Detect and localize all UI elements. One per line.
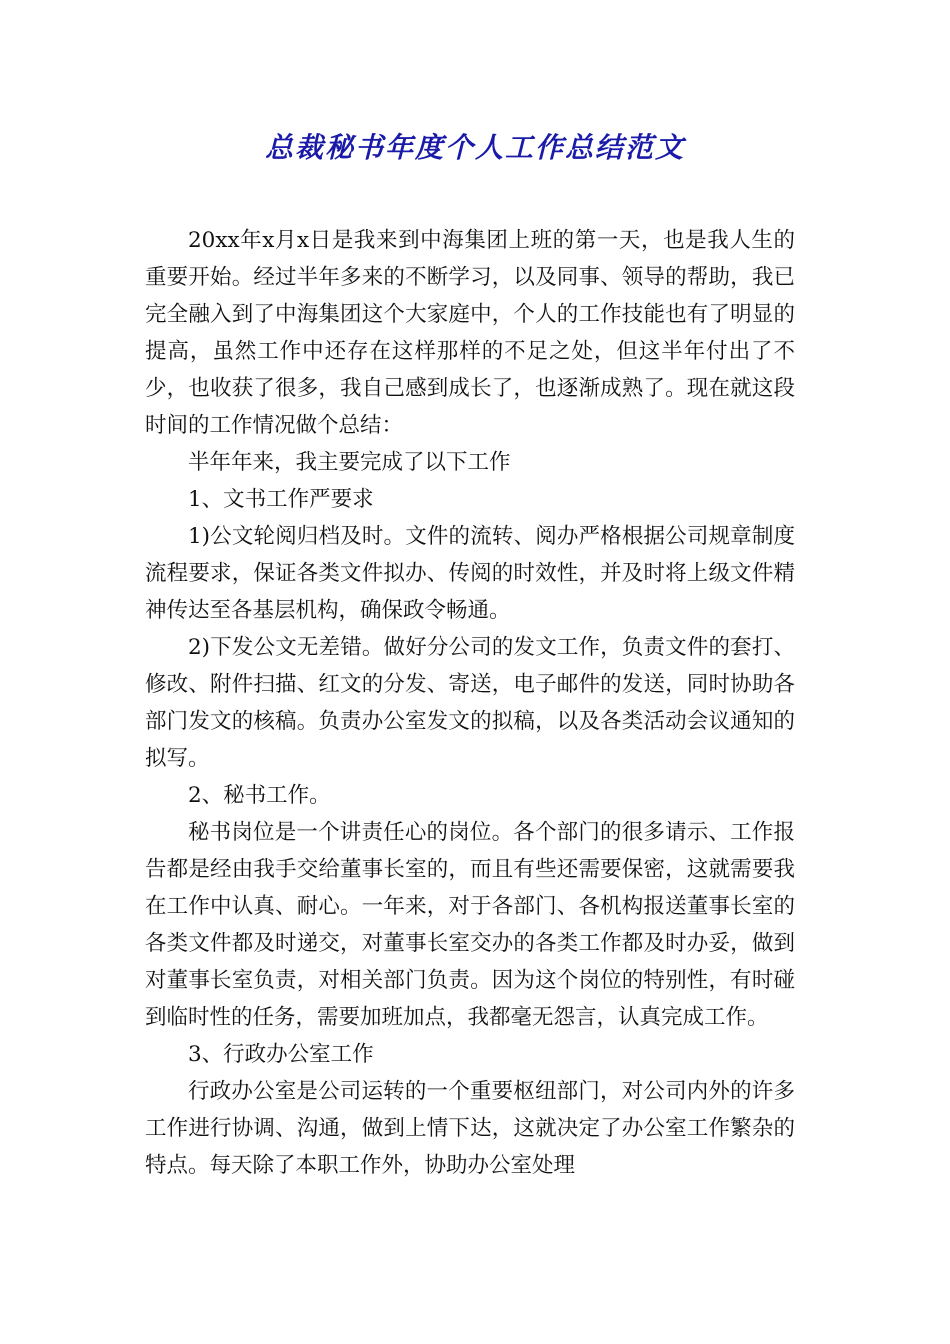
section-heading-secretary: 2、秘书工作。	[188, 783, 331, 808]
paragraph-documents-2: 2)下发公文无差错。做好分公司的发文工作，负责文件的套打、修改、附件扫描、红文的分发、寄送，电子邮件的发送，同时协助各部门发文的核稿。负责办公室发文的拟稿，以及各类活动会议通知的拟写。	[145, 635, 795, 771]
paragraph-summary-lead: 半年年来，我主要完成了以下工作	[188, 450, 511, 475]
paragraph-documents-1: 1)公文轮阅归档及时。文件的流转、阅办严格根据公司规章制度流程要求，保证各类文件拟办、传阅的时效性，并及时将上级文件精神传达至各基层机构，确保政令畅通。	[145, 524, 795, 623]
section-heading-admin-office: 3、行政办公室工作	[188, 1042, 374, 1067]
paragraph-secretary: 秘书岗位是一个讲责任心的岗位。各个部门的很多请示、工作报告都是经由我手交给董事长室的，而且有些还需要保密，这就需要我在工作中认真、耐心。一年来，对于各部门、各机构报送董事长室的各类文件都及时递交，对董事长室交办的各类工作都及时办妥，做到对董事长室负责，对相关部门负责。因为这个岗位的特别性，有时碰到临时性的任务，需要加班加点，我都毫无怨言，认真完成工作。	[145, 820, 795, 1030]
document-body	[145, 222, 795, 1184]
section-heading-documents: 1、文书工作严要求	[188, 487, 374, 512]
document-title: 总裁秘书年度个人工作总结范文	[264, 131, 685, 164]
paragraph-intro: 20xx年x月x日是我来到中海集团上班的第一天，也是我人生的重要开始。经过半年多来的不断学习，以及同事、领导的帮助，我已完全融入到了中海集团这个大家庭中，个人的工作技能也有了明显的提高，虽然工作中还存在这样那样的不足之处，但这半年付出了不少，也收获了很多，我自己感到成长了，也逐渐成熟了。现在就这段时间的工作情况做个总结：	[145, 228, 795, 438]
paragraph-admin-office: 行政办公室是公司运转的一个重要枢纽部门，对公司内外的许多工作进行协调、沟通，做到上情下达，这就决定了办公室工作繁杂的特点。每天除了本职工作外，协助办公室处理	[145, 1079, 795, 1178]
